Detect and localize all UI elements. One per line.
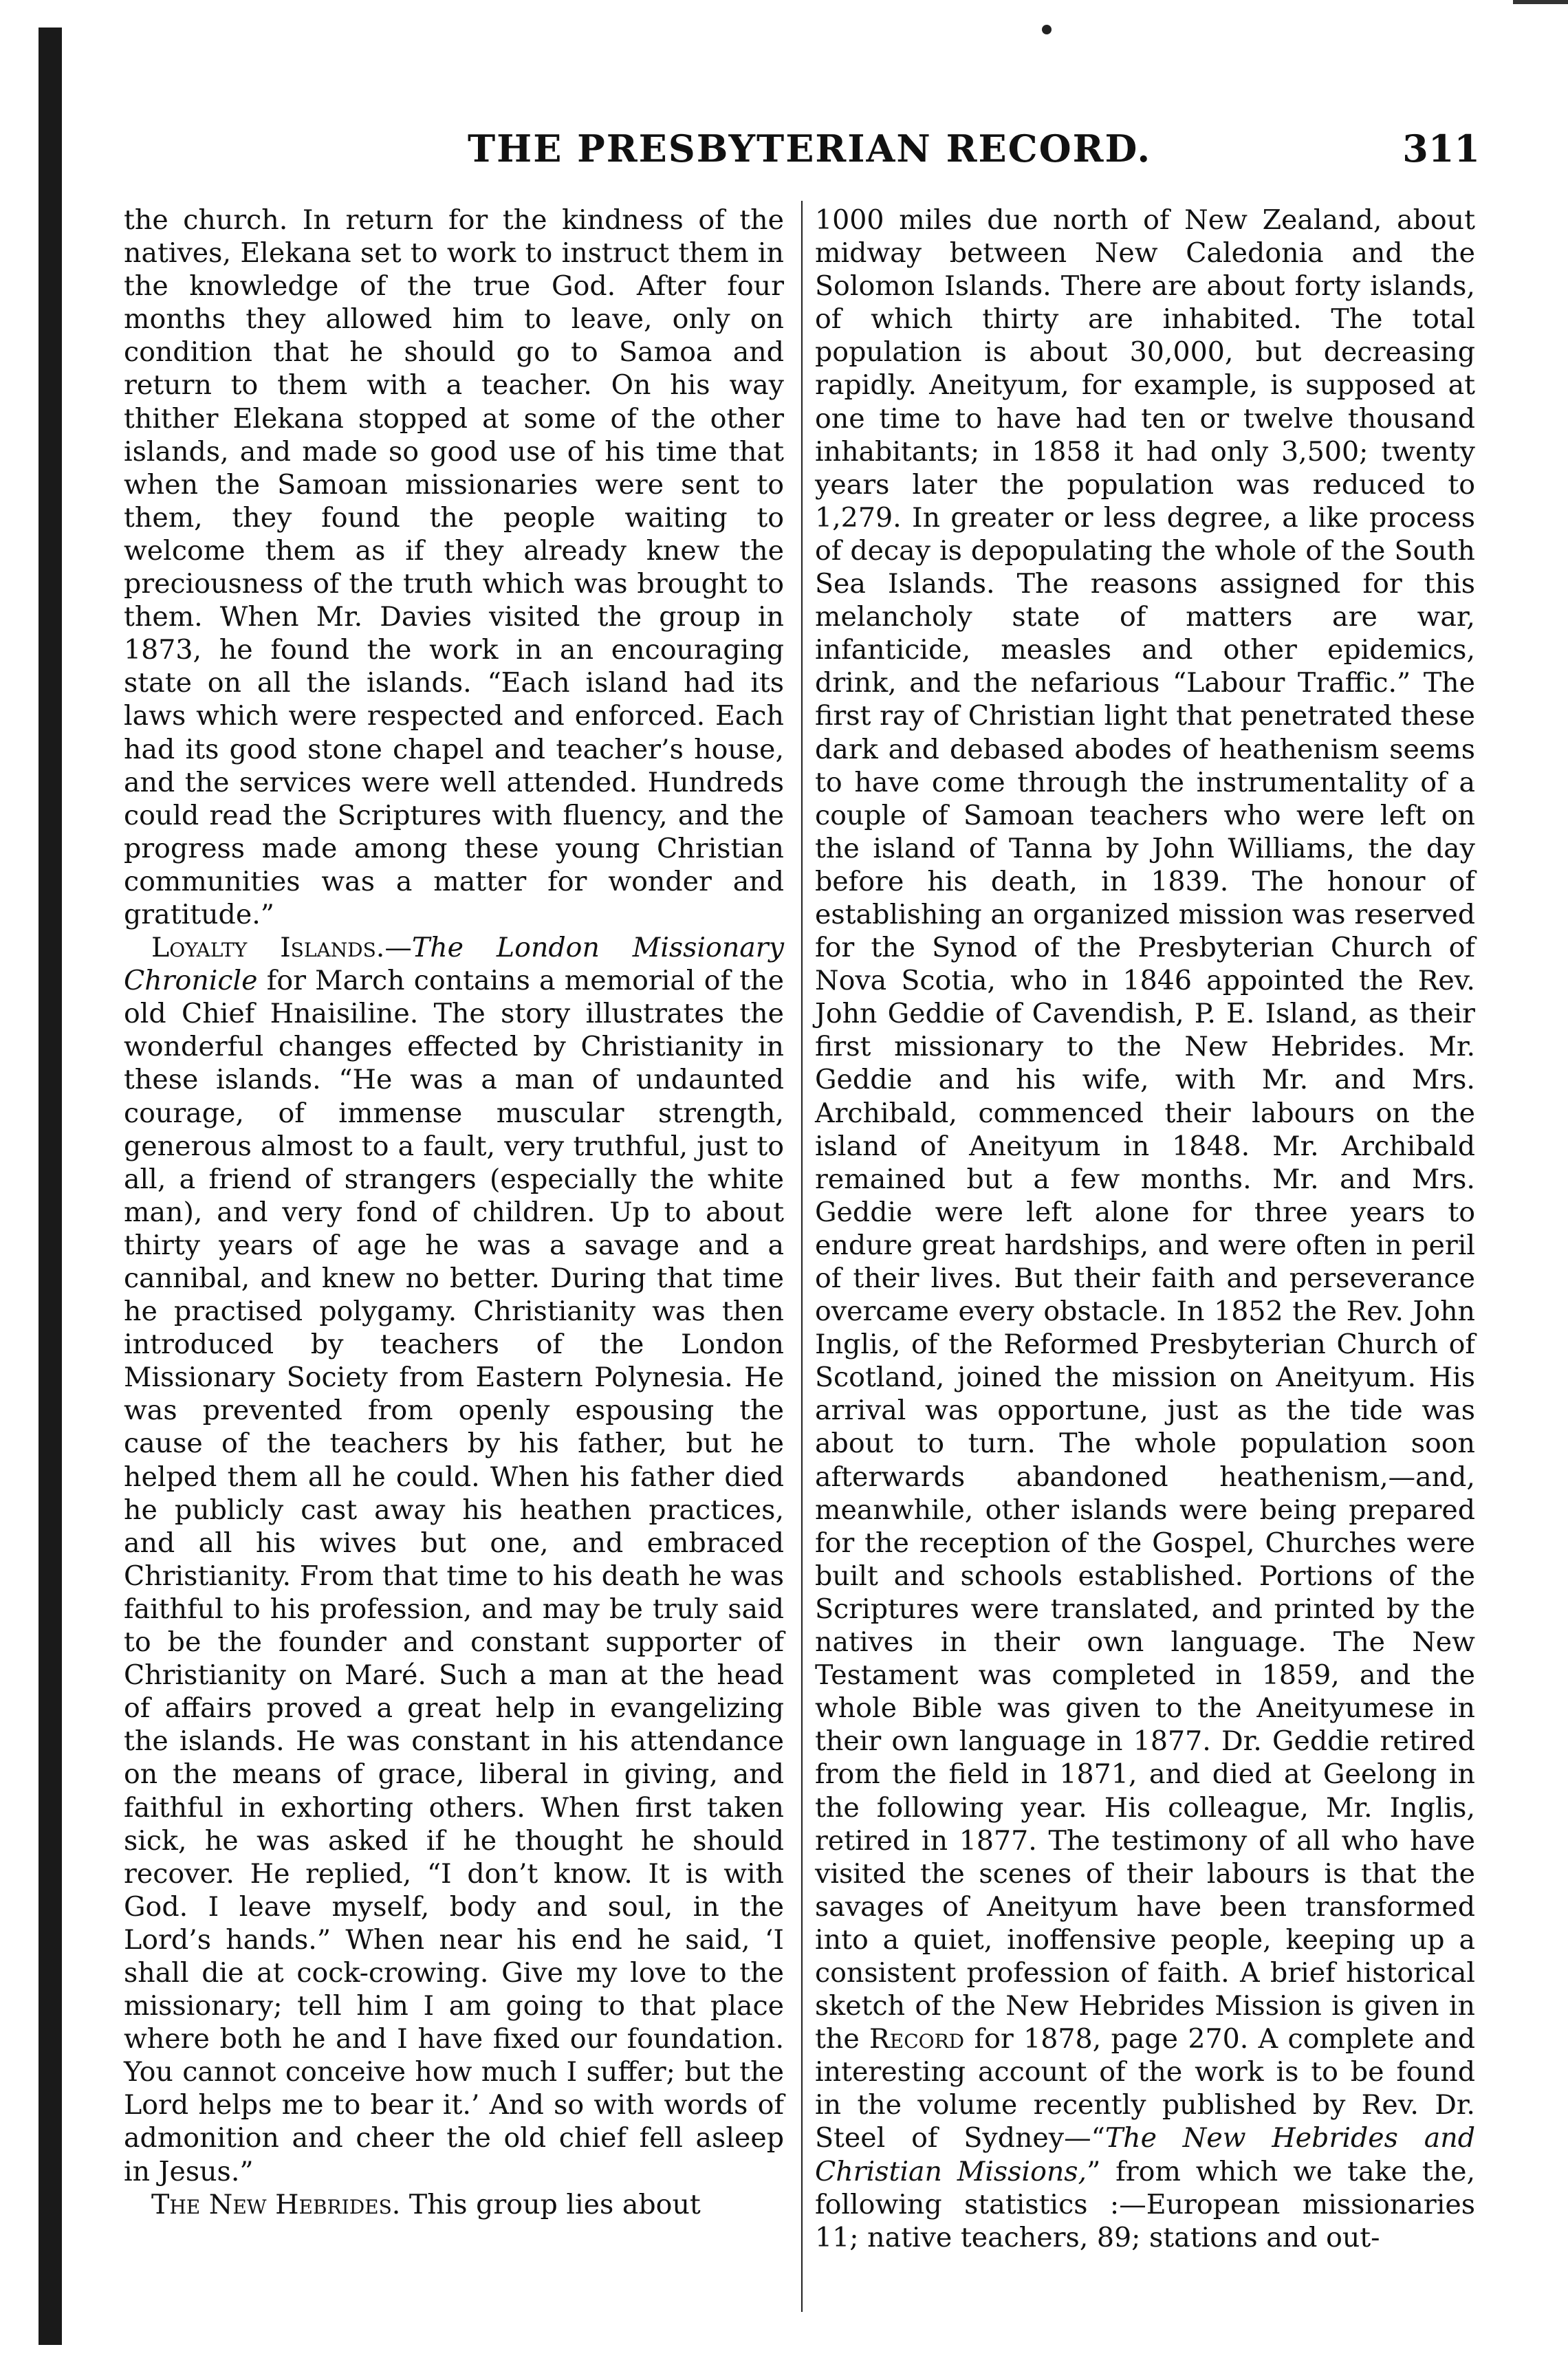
publication-title: The London Missionary Chronicle [124,932,785,997]
section-heading-new-hebrides: The New Hebrides. [151,2188,401,2220]
heading-dash: — [384,932,412,964]
paragraph-elekana: the church. In return for the kindness of the natives, Elekana set to work to instruct them in the knowledge of the true God. After four months they allowed him to leave, only on condition that he should go to Samoa and return to them with a teacher. On his way thither Elekana stopped at some of the other islands, and made so good use of his time that when the Samoan missionaries were sent to them, they found the people waiting to welcome them as if they already knew the preciousness of the truth which was brought to them. When Mr. Davies visited the group in 1873, he found the work in an encouraging state on all the islands. “Each island had its laws which were respected and enforced. Each had its good stone chapel and teacher’s house, and the services were well attended. Hundreds could read the Scriptures with fluency, and the progress made among these young Christian communities was a matter for wonder and gratitude.” [124,204,784,930]
paragraph-body: for 1878, page 270. A complete and interesting account of the work is to be found in the volume recently published by Rev. Dr. Steel of Sydney—“ [815,2023,1475,2154]
paragraph-loyalty-islands [124,931,784,2188]
record-reference: Record [869,2023,965,2055]
page-edge-shadow [39,28,62,2345]
paragraph-new-hebrides [124,2188,784,2221]
left-column [124,204,784,2221]
journal-title: THE PRESBYTERIAN RECORD. [468,127,1152,171]
paragraph-body: ” from which we take the, following statistics :—European missionaries 11; native teachers, 89; stations and out- [815,2155,1475,2253]
running-header [124,124,1492,186]
column-divider [801,201,803,2312]
page-corner-mark [1513,0,1568,4]
section-heading-loyalty-islands: Loyalty Islands. [151,932,385,964]
paragraph-body: This group lies about [400,2188,701,2220]
right-column [815,204,1475,2254]
ink-dot [1042,25,1052,34]
book-title: The New Hebrides and Christian Missions, [815,2122,1475,2187]
page-number: 311 [1402,127,1480,171]
paragraph-body: 1000 miles due north of New Zealand, about midway between New Caledonia and the Solomon Islands. There are about forty islands, of which thirty are inhabited. The total population is about 30,000, but decreasing rapidly. Aneityum, for example, is supposed at one time to have had ten or twelve thousand inhabitants; in 1858 it had only 3,500; twenty years later the population was reduced to 1,279. In greater or less degree, a like process of decay is depopulating the whole of the South Sea Islands. The reasons assigned for this melancholy state of matters are war, infanticide, measles and other epidemics, drink, and the nefarious “Labour Traffic.” The first ray of Christian light that penetrated these dark and debased abodes of heathenism seems to have come through the instrumentality of a couple of Samoan teachers who were left on the island of Tanna by John Williams, the day before his death, in 1839. The honour of establishing an organized mission was reserved for the Synod of the Presbyterian Church of Nova Scotia, who in 1846 appointed the Rev. John Geddie of Cavendish, P. E. Island, as their first missionary to the New Hebrides. Mr. Geddie and his wife, with Mr. and Mrs. Archibald, commenced their labours on the island of Aneityum in 1848. Mr. Archibald remained but a few months. Mr. and Mrs. Geddie were left alone for three years to endure great hardships, and were often in peril of their lives. But their faith and perseverance overcame every obstacle. In 1852 the Rev. John Inglis, of the Reformed Presbyterian Church of Scotland, joined the mission on Aneityum. His arrival was opportune, just as the tide was about to turn. The whole population soon afterwards abandoned heathenism,—and, meanwhile, other islands were being prepared for the reception of the Gospel, Churches were built and schools established. Portions of the Scriptures were translated, and printed by the natives in their own language. The New Testament was completed in 1859, and the whole Bible was given to the Aneityumese in their own language in 1877. Dr. Geddie retired from the field in 1871, and died at Geelong in the following year. His colleague, Mr. Inglis, retired in 1877. The testimony of all who have visited the scenes of their labours is that the savages of Aneityum have been transformed into a quiet, inoffensive people, keeping up a consistent profession of faith. A brief historical sketch of the New Hebrides Mission is given in the [815,204,1475,2055]
paragraph-new-hebrides-continued [815,204,1475,2254]
paragraph-body: for March contains a memorial of the old Chief Hnaisiline. The story illustrates the wonderful changes effected by Christianity in these islands. “He was a man of undaunted courage, of immense muscular strength, generous almost to a fault, very truthful, just to all, a friend of strangers (especially the white man), and very fond of children. Up to about thirty years of age he was a savage and a cannibal, and knew no better. During that time he practised polygamy. Christianity was then introduced by teachers of the London Missionary Society from Eastern Polynesia. He was prevented from openly espousing the cause of the teachers by his father, but he helped them all he could. When his father died he publicly cast away his heathen practices, and all his wives but one, and embraced Christianity. From that time to his death he was faithful to his profession, and may be truly said to be the founder and constant supporter of Christianity on Maré. Such a man at the head of affairs proved a great help in evangelizing the islands. He was constant in his attendance on the means of grace, liberal in giving, and faithful in exhorting others. When first taken sick, he was asked if he thought he should recover. He replied, “I don’t know. It is with God. I leave myself, body and soul, in the Lord’s hands.” When near his end he said, ‘I shall die at cock-crowing. Give my love to the missionary; tell him I am going to that place where both he and I have fixed our foundation. You cannot conceive how much I suffer; but the Lord helps me to bear it.’ And so with words of admonition and cheer the old chief fell asleep in Jesus.” [124,965,784,2187]
